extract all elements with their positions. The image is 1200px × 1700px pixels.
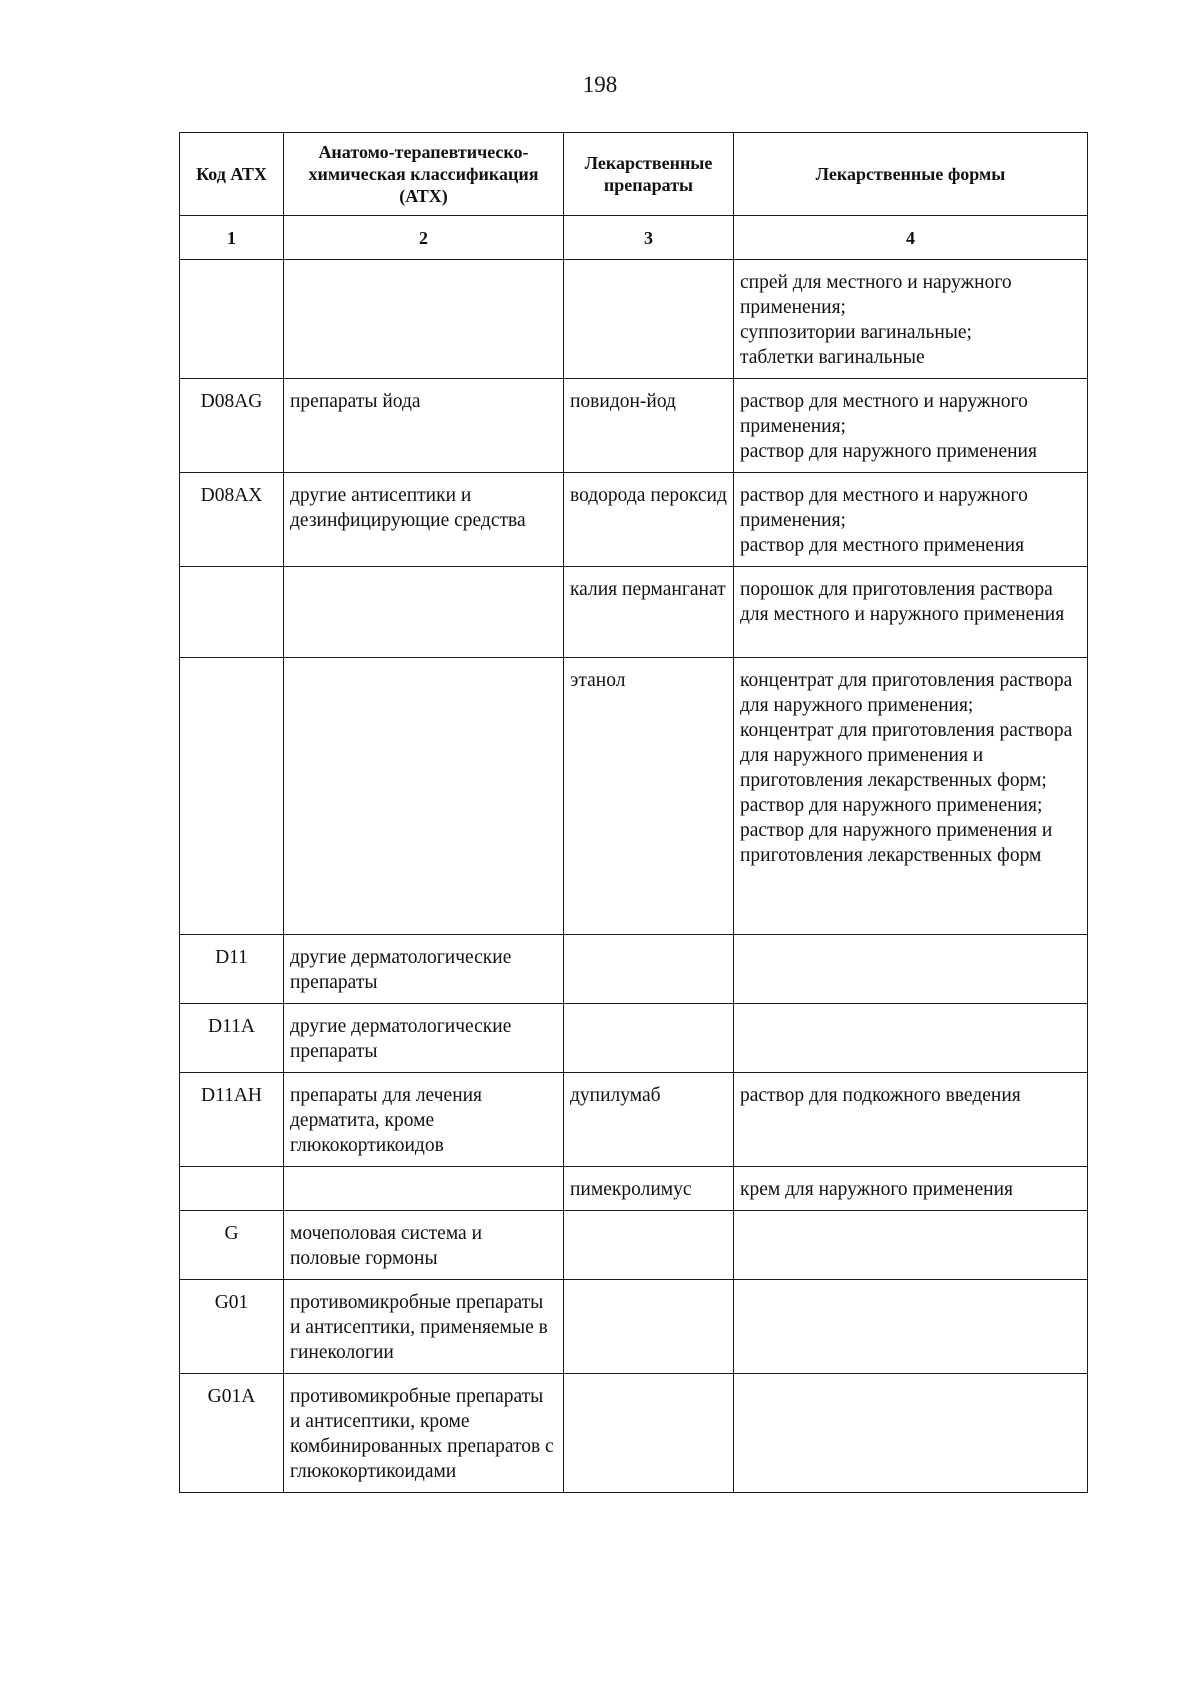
dosage-form-item: концентрат для приготовления раствора для наружного применения и приготовления лекарственных форм; [740, 720, 1073, 791]
classification-cell: другие дерматологические препараты [284, 935, 564, 1004]
atx-code-cell [180, 567, 284, 658]
drug-cell [564, 1211, 734, 1280]
dosage-form-item: раствор для местного применения [740, 535, 1025, 556]
classification-cell: препараты йода [284, 379, 564, 473]
header-atx-classification: Анатомо-терапевтическо-химическая классификация (АТХ) [284, 133, 564, 216]
drug-cell: повидон-йод [564, 379, 734, 473]
dosage-form-item: крем для наружного применения [740, 1179, 1014, 1200]
table-row [180, 1073, 1088, 1167]
atx-code-cell [180, 658, 284, 935]
dosage-form-item: суппозитории вагинальные; [740, 322, 972, 343]
dosage-forms-cell [734, 935, 1088, 1004]
atx-code-cell: G [180, 1211, 284, 1280]
classification-cell [284, 260, 564, 379]
dosage-form-item: раствор для наружного применения [740, 441, 1037, 462]
drug-cell: пимекролимус [564, 1167, 734, 1211]
drug-cell: дупилумаб [564, 1073, 734, 1167]
drug-cell [564, 1280, 734, 1374]
atx-code-cell: G01 [180, 1280, 284, 1374]
atx-code-cell: D08AX [180, 473, 284, 567]
drug-cell: водорода пероксид [564, 473, 734, 567]
column-number: 3 [564, 216, 734, 260]
table-row [180, 1280, 1088, 1374]
dosage-form-item: раствор для подкожного введения [740, 1085, 1021, 1106]
classification-cell: другие антисептики и дезинфицирующие средства [284, 473, 564, 567]
header-dosage-forms: Лекарственные формы [734, 133, 1088, 216]
column-number: 2 [284, 216, 564, 260]
atx-code-cell: D11 [180, 935, 284, 1004]
dosage-forms-cell [734, 1167, 1088, 1211]
dosage-forms-cell [734, 567, 1088, 658]
header-drugs: Лекарственные препараты [564, 133, 734, 216]
classification-cell [284, 567, 564, 658]
dosage-forms-cell [734, 1211, 1088, 1280]
atx-code-cell [180, 1167, 284, 1211]
header-atx-code: Код АТХ [180, 133, 284, 216]
dosage-form-item: порошок для приготовления раствора для местного и наружного применения [740, 579, 1065, 625]
classification-cell [284, 1167, 564, 1211]
dosage-forms-cell [734, 1004, 1088, 1073]
atx-code-cell: D11A [180, 1004, 284, 1073]
drug-cell [564, 1374, 734, 1493]
classification-cell: мочеполовая система и половые гормоны [284, 1211, 564, 1280]
atx-code-cell: D11AH [180, 1073, 284, 1167]
table-row [180, 935, 1088, 1004]
classification-cell [284, 658, 564, 935]
table-row [180, 658, 1088, 935]
atx-code-cell [180, 260, 284, 379]
dosage-forms-cell [734, 473, 1088, 567]
table-header-row [180, 133, 1088, 216]
dosage-form-item: раствор для местного и наружного применения; [740, 485, 1028, 531]
dosage-form-item: спрей для местного и наружного применения; [740, 272, 1012, 318]
page-number: 198 [582, 72, 618, 97]
dosage-forms-cell [734, 379, 1088, 473]
dosage-forms-cell [734, 658, 1088, 935]
column-number: 4 [734, 216, 1088, 260]
dosage-forms-cell [734, 1374, 1088, 1493]
dosage-forms-cell [734, 1280, 1088, 1374]
table-row [180, 379, 1088, 473]
table-row [180, 260, 1088, 379]
classification-cell: препараты для лечения дерматита, кроме глюкокортикоидов [284, 1073, 564, 1167]
atx-code-cell: G01A [180, 1374, 284, 1493]
table-row [180, 1211, 1088, 1280]
classification-cell: противомикробные препараты и антисептики, применяемые в гинекологии [284, 1280, 564, 1374]
table-row [180, 567, 1088, 658]
dosage-form-item: концентрат для приготовления раствора для наружного применения; [740, 670, 1073, 716]
drug-cell [564, 1004, 734, 1073]
drug-cell: этанол [564, 658, 734, 935]
dosage-forms-cell [734, 260, 1088, 379]
table-row [180, 1167, 1088, 1211]
atx-table [179, 132, 1088, 1493]
classification-cell: противомикробные препараты и антисептики, кроме комбинированных препаратов с глюкокортикоидами [284, 1374, 564, 1493]
column-number: 1 [180, 216, 284, 260]
drug-cell [564, 935, 734, 1004]
table-row [180, 1374, 1088, 1493]
table-row [180, 1004, 1088, 1073]
drug-cell [564, 260, 734, 379]
classification-cell: другие дерматологические препараты [284, 1004, 564, 1073]
dosage-forms-cell [734, 1073, 1088, 1167]
dosage-form-item: таблетки вагинальные [740, 347, 925, 368]
dosage-form-item: раствор для местного и наружного применения; [740, 391, 1028, 437]
dosage-form-item: раствор для наружного применения; [740, 795, 1043, 816]
drug-cell: калия перманганат [564, 567, 734, 658]
table-row [180, 473, 1088, 567]
dosage-form-item: раствор для наружного применения и приготовления лекарственных форм [740, 820, 1053, 866]
column-number-row [180, 216, 1088, 260]
atx-code-cell: D08AG [180, 379, 284, 473]
